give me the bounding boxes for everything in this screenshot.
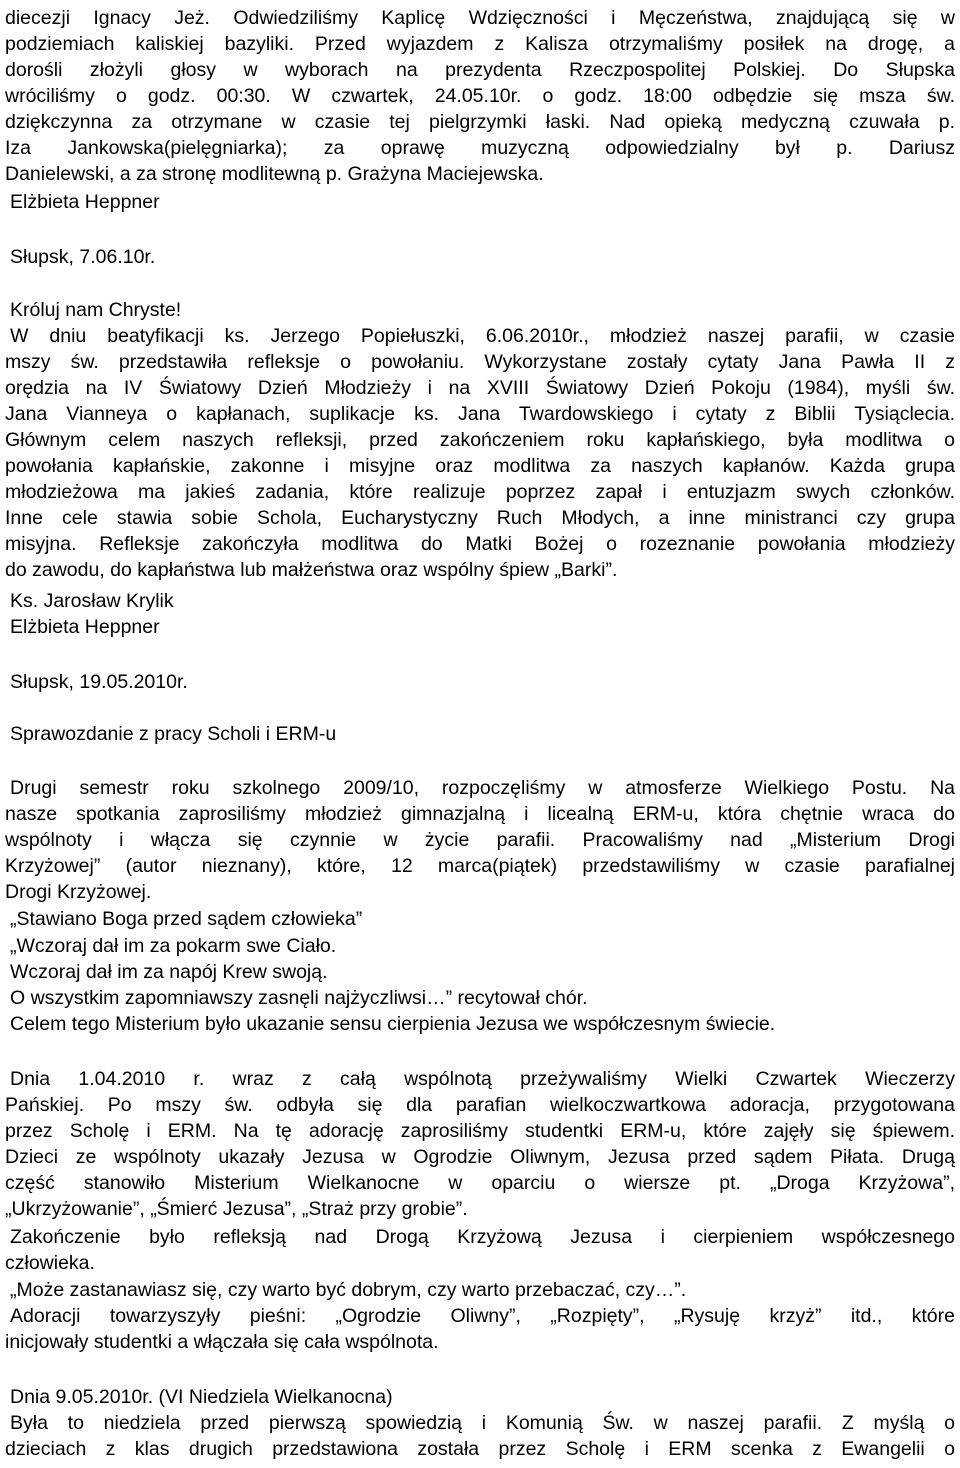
date-line: Słupsk, 19.05.2010r.	[10, 671, 188, 693]
quote-line: O wszystkim zapomniawszy zasnęli najżyczliwsi…” recytował chór.	[10, 987, 588, 1009]
signature: Elżbieta Heppner	[10, 191, 160, 213]
signature: Elżbieta Heppner	[10, 616, 160, 638]
text-line: wróciliśmy o godz. 00:30. W czwartek, 24.05.10r. o godz. 18:00 odbędzie się msza św.	[5, 85, 955, 107]
date-line: Słupsk, 7.06.10r.	[10, 246, 156, 268]
text-line: dziękczynna za otrzymane w czasie tej pielgrzymki łaski. Nad opieką medyczną czuwała p.	[5, 111, 955, 133]
quote-line: „Stawiano Boga przed sądem człowieka”	[10, 908, 363, 930]
text-line: podziemiach kaliskiej bazyliki. Przed wyjazdem z Kalisza otrzymaliśmy posiłek na drogę, a	[5, 33, 955, 55]
quote-line: „Może zastanawiasz się, czy warto być dobrym, czy warto przebaczać, czy…”.	[10, 1279, 687, 1301]
text-line: diecezji Ignacy Jeż. Odwiedziliśmy Kaplicę Wdzięczności i Męczeństwa, znajdującą się w	[5, 7, 955, 29]
text-line: młodzieżowa ma jakieś zadania, które realizuje poprzez zapał i entuzjazm swych członków.	[5, 481, 955, 503]
text-line: Pańskiej. Po mszy św. odbyła się dla parafian wielkoczwartkowa adoracja, przygotowana	[5, 1094, 955, 1116]
text-line: inicjowały studentki a włączała się cała wspólnota.	[5, 1331, 439, 1353]
text-line: dzieciach z klas drugich przedstawiona została przez Scholę i ERM scenka z Ewangelii o	[5, 1438, 955, 1460]
signature: Ks. Jarosław Krylik	[10, 590, 174, 612]
text-line: „Ukrzyżowanie”, „Śmierć Jezusa”, „Straż przy grobie”.	[5, 1198, 468, 1220]
text-line: Dnia 9.05.2010r. (VI Niedziela Wielkanocna)	[10, 1386, 393, 1408]
text-line: do zawodu, do kapłaństwa lub małżeństwa oraz wspólny śpiew „Barki”.	[5, 559, 618, 581]
text-line: Celem tego Misterium było ukazanie sensu cierpienia Jezusa we współczesnym świecie.	[10, 1013, 776, 1035]
text-line: nasze spotkania zaprosiliśmy młodzież gimnazjalną i licealną ERM-u, która chętnie wraca do	[5, 803, 955, 825]
text-line: misyjna. Refleksje zakończyła modlitwa do Matki Bożej o rozeznanie powołania młodzieży	[5, 533, 955, 555]
text-line: mszy św. przedstawiła refleksje o powołaniu. Wykorzystane zostały cytaty Jana Pawła II z	[5, 351, 955, 373]
text-line: człowieka.	[5, 1252, 95, 1274]
quote-line: „Wczoraj dał im za pokarm swe Ciało.	[10, 935, 337, 957]
heading: Króluj nam Chryste!	[10, 299, 182, 321]
text-line: przez Scholę i ERM. Na tę adorację zaprosiliśmy studentki ERM-u, które zajęły się śpiewem.	[5, 1120, 955, 1142]
text-line: powołania kapłańskie, zakonne i misyjne oraz modlitwa za naszych kapłanów. Każda grupa	[5, 455, 955, 477]
text-line: Adoracji towarzyszyły pieśni: „Ogrodzie Oliwny”, „Rozpięty”, „Rysuję krzyż” itd., które	[10, 1305, 955, 1327]
text-line: dorośli złożyli głosy w wyborach na prezydenta Rzeczpospolitej Polskiej. Do Słupska	[5, 59, 955, 81]
section-title: Sprawozdanie z pracy Scholi i ERM-u	[10, 723, 337, 745]
quote-line: Wczoraj dał im za napój Krew swoją.	[10, 961, 328, 983]
text-line: Zakończenie było refleksją nad Drogą Krzyżową Jezusa i cierpieniem współczesnego	[10, 1226, 955, 1248]
text-line: Drogi Krzyżowej.	[5, 881, 152, 903]
text-line: Krzyżowej” (autor nieznany), które, 12 marca(piątek) przedstawiliśmy w czasie parafialnej	[5, 855, 955, 877]
text-line: część stanowiło Misterium Wielkanocne w oparciu o wiersze pt. „Droga Krzyżowa”,	[5, 1172, 955, 1194]
text-line: Inne cele stawia sobie Schola, Eucharystyczny Ruch Młodych, a inne ministranci czy grupa	[5, 507, 955, 529]
text-line: Iza Jankowska(pielęgniarka); za oprawę muzyczną odpowiedzialny był p. Dariusz	[5, 137, 955, 159]
text-line: Dzieci ze wspólnoty ukazały Jezusa w Ogrodzie Oliwnym, Jezusa przed sądem Piłata. Drugą	[5, 1146, 955, 1168]
text-line: wspólnoty i włącza się czynnie w życie parafii. Pracowaliśmy nad „Misterium Drogi	[5, 829, 955, 851]
text-line: Głównym celem naszych refleksji, przed zakończeniem roku kapłańskiego, była modlitwa o	[5, 429, 955, 451]
text-line: Dnia 1.04.2010 r. wraz z całą wspólnotą przeżywaliśmy Wielki Czwartek Wieczerzy	[10, 1068, 955, 1090]
text-line: Jana Vianneya o kapłanach, suplikacje ks. Jana Twardowskiego i cytaty z Biblii Tysiąclecia.	[5, 403, 955, 425]
text-line: orędzia na IV Światowy Dzień Młodzieży i na XVIII Światowy Dzień Pokoju (1984), myśli św.	[5, 377, 955, 399]
text-line: Była to niedziela przed pierwszą spowiedzią i Komunią Św. w naszej parafii. Z myślą o	[10, 1412, 955, 1434]
text-line: W dniu beatyfikacji ks. Jerzego Popiełuszki, 6.06.2010r., młodzież naszej parafii, w czasie	[10, 325, 955, 347]
text-line: Drugi semestr roku szkolnego 2009/10, rozpoczęliśmy w atmosferze Wielkiego Postu. Na	[10, 777, 955, 799]
text-line: Danielewski, a za stronę modlitewną p. Grażyna Maciejewska.	[5, 163, 544, 185]
